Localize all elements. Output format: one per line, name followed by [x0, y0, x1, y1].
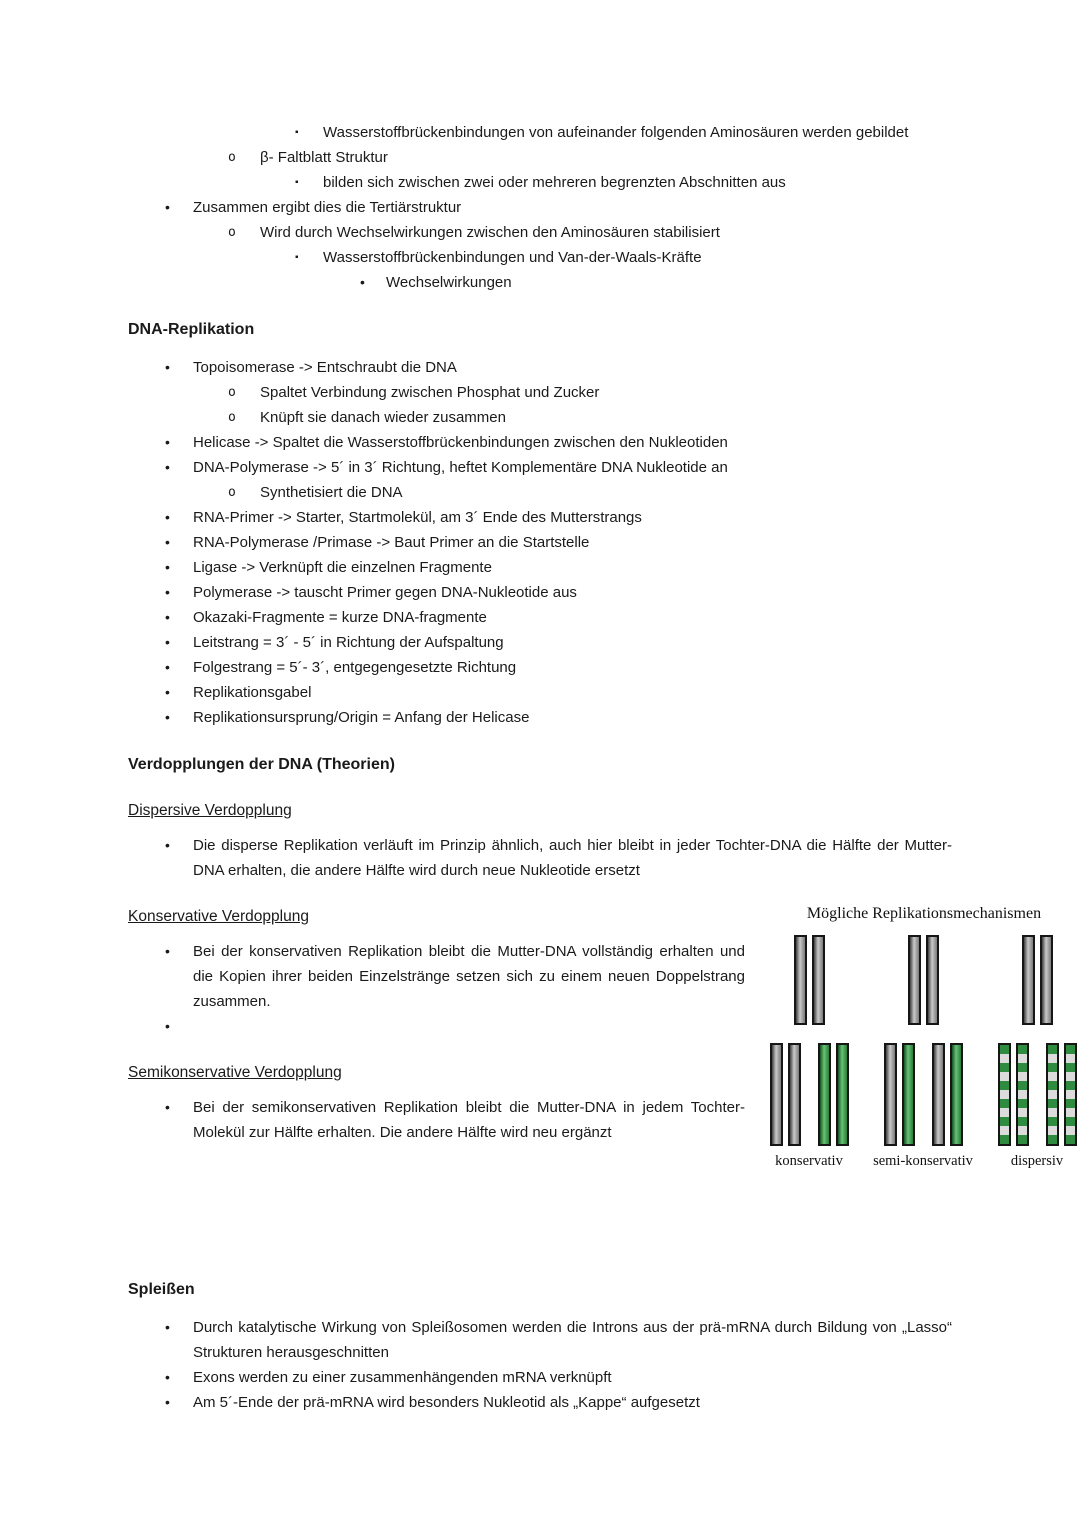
list-item-text: Bei der konservativen Replikation bleibt die Mutter-DNA vollständig erhalten und die Kopien ihrer beiden Einzelstränge setzen sich zu einem neuen Doppelstrang zusammen. — [193, 943, 745, 1010]
gray-strand-bar — [1040, 935, 1053, 1025]
figure-title: Mögliche Replikationsmechanismen — [806, 905, 1042, 922]
green-strand-bar — [902, 1043, 915, 1146]
list-item — [128, 605, 952, 630]
bullet-marker: • — [165, 634, 170, 650]
list-item — [128, 555, 952, 580]
section-heading: DNA-Replikation — [128, 321, 255, 338]
bullet-marker: • — [165, 709, 170, 725]
gray-strand-bar — [926, 935, 939, 1025]
gray-strand-bar — [812, 935, 825, 1025]
daughter-dna-pair — [770, 1043, 801, 1146]
bullet-marker: • — [165, 609, 170, 625]
green-strand-bar — [950, 1043, 963, 1146]
daughter-dna-row — [998, 1043, 1077, 1146]
list-item-text: Exons werden zu einer zusammenhängenden mRNA verknüpft — [193, 1369, 612, 1386]
list-item-text: Folgestrang = 5´- 3´, entgegengesetzte Richtung — [193, 659, 517, 676]
list-item — [128, 245, 952, 270]
bullet-marker: ▪ — [295, 127, 299, 138]
section-subheading: Semikonservative Verdopplung — [128, 1064, 342, 1081]
list-item-text: bilden sich zwischen zwei oder mehreren begrenzten Abschnitten aus — [323, 174, 786, 191]
list-item-text: RNA-Polymerase /Primase -> Baut Primer an die Startstelle — [193, 534, 590, 551]
green-strand-bar — [836, 1043, 849, 1146]
green-strand-bar — [818, 1043, 831, 1146]
bullet-marker: • — [165, 837, 170, 853]
daughter-dna-row — [884, 1043, 963, 1146]
list-item — [128, 355, 952, 380]
list-item-text: Bei der semikonservativen Replikation bleibt die Mutter-DNA in jedem Tochter-Molekül zur Hälfte erhalten. Die andere Hälfte wird neu ergänzt — [193, 1099, 745, 1141]
list-item-text: Die disperse Replikation verläuft im Prinzip ähnlich, auch hier bleibt in jeder Tochter-DNA die Hälfte der Mutter-DNA erhalten, die andere Hälfte wird durch neue Nukleotide ersetzt — [193, 837, 952, 879]
list-item — [128, 480, 952, 505]
mechanism-label: konservativ — [775, 1153, 843, 1169]
bullet-marker: • — [165, 659, 170, 675]
list-item-text: Replikationsgabel — [193, 684, 312, 701]
list-item — [128, 1390, 952, 1415]
mechanism-label: semi-konservativ — [873, 1153, 973, 1169]
list-item-text: Am 5´-Ende der prä-mRNA wird besonders Nukleotid als „Kappe“ aufgesetzt — [193, 1394, 700, 1411]
list-item — [128, 655, 952, 680]
gray-strand-bar — [908, 935, 921, 1025]
bullet-marker: • — [165, 1394, 170, 1410]
list-item — [128, 833, 952, 883]
list-item-text: Topoisomerase -> Entschraubt die DNA — [193, 359, 457, 376]
mechanism-label: dispersiv — [1010, 1153, 1064, 1169]
list-item-text: Durch katalytische Wirkung von Spleißosomen werden die Introns aus der prä-mRNA durch Bildung von „Lasso“ Strukturen herausgeschnitten — [193, 1319, 952, 1361]
list-item-text: Wasserstoffbrückenbindungen von aufeinander folgenden Aminosäuren werden gebildet — [323, 124, 909, 141]
list-item-text: Zusammen ergibt dies die Tertiärstruktur — [193, 199, 462, 216]
gray-strand-bar — [1022, 935, 1035, 1025]
bullet-marker: o — [228, 385, 236, 400]
parent-dna-pair — [1022, 935, 1053, 1025]
list-item-text: Wird durch Wechselwirkungen zwischen den Aminosäuren stabilisiert — [260, 224, 720, 241]
list-item — [128, 630, 952, 655]
section-subheading: Konservative Verdopplung — [128, 908, 309, 925]
replication-mechanisms-figure — [752, 905, 1080, 1170]
list-item — [128, 405, 952, 430]
list-item-text: Knüpft sie danach wieder zusammen — [260, 409, 506, 426]
daughter-dna-pair — [818, 1043, 849, 1146]
daughter-dna-pair — [1046, 1043, 1077, 1146]
bullet-marker: • — [165, 1018, 170, 1034]
bullet-marker: • — [165, 359, 170, 375]
bullet-marker: ▪ — [295, 177, 299, 188]
list-item-text: Okazaki-Fragmente = kurze DNA-fragmente — [193, 609, 487, 626]
bullet-marker: ▪ — [295, 252, 299, 263]
section-subheading: Dispersive Verdopplung — [128, 802, 292, 819]
section-heading: Spleißen — [128, 1281, 195, 1298]
document-body — [128, 120, 952, 1415]
striped-strand-bar — [1046, 1043, 1059, 1146]
list-item — [128, 220, 952, 245]
list-item-text: Spaltet Verbindung zwischen Phosphat und Zucker — [260, 384, 600, 401]
bullet-marker: • — [165, 199, 170, 215]
bullet-marker: • — [165, 559, 170, 575]
list-item-text: Replikationsursprung/Origin = Anfang der Helicase — [193, 709, 530, 726]
gray-strand-bar — [794, 935, 807, 1025]
bullet-marker: • — [165, 534, 170, 550]
list-item — [128, 505, 952, 530]
bullet-marker: • — [165, 584, 170, 600]
list-item-text: β- Faltblatt Struktur — [260, 149, 388, 166]
bullet-marker: • — [165, 684, 170, 700]
figure-mechanisms — [752, 935, 1080, 1170]
list-item-text: Synthetisiert die DNA — [260, 484, 403, 501]
striped-strand-bar — [1064, 1043, 1077, 1146]
list-item-text: Wechselwirkungen — [386, 274, 512, 291]
bullet-marker: • — [165, 509, 170, 525]
gray-strand-bar — [770, 1043, 783, 1146]
bullet-marker: o — [228, 410, 236, 425]
bullet-marker: • — [165, 943, 170, 959]
list-item — [128, 1365, 952, 1390]
list-item-text: Leitstrang = 3´ - 5´ in Richtung der Aufspaltung — [193, 634, 504, 651]
list-item — [128, 170, 952, 195]
list-item — [128, 145, 952, 170]
parent-dna-pair — [908, 935, 939, 1025]
striped-strand-bar — [1016, 1043, 1029, 1146]
daughter-dna-pair — [932, 1043, 963, 1146]
list-item-text: Wasserstoffbrückenbindungen und Van-der-Waals-Kräfte — [323, 249, 702, 266]
bullet-marker: • — [360, 274, 365, 290]
bullet-marker: • — [165, 1369, 170, 1385]
bullet-marker: • — [165, 1099, 170, 1115]
parent-dna-pair — [794, 935, 825, 1025]
bullet-marker: • — [165, 1319, 170, 1335]
list-item-text: Helicase -> Spaltet die Wasserstoffbrückenbindungen zwischen den Nukleotiden — [193, 434, 728, 451]
list-item — [128, 530, 952, 555]
list-item — [128, 680, 952, 705]
daughter-dna-row — [770, 1043, 849, 1146]
mechanism-semi-konservativ — [866, 935, 980, 1170]
list-item — [128, 580, 952, 605]
bullet-marker: o — [228, 225, 236, 240]
list-item-text: DNA-Polymerase -> 5´ in 3´ Richtung, heftet Komplementäre DNA Nukleotide an — [193, 459, 728, 476]
list-item — [128, 195, 952, 220]
list-item — [128, 1315, 952, 1365]
bullet-marker: o — [228, 485, 236, 500]
list-item — [128, 705, 952, 730]
bullet-marker: • — [165, 434, 170, 450]
gray-strand-bar — [932, 1043, 945, 1146]
gray-strand-bar — [788, 1043, 801, 1146]
list-item-text: Ligase -> Verknüpft die einzelnen Fragmente — [193, 559, 492, 576]
striped-strand-bar — [998, 1043, 1011, 1146]
daughter-dna-pair — [884, 1043, 915, 1146]
list-item — [128, 455, 952, 480]
gray-strand-bar — [884, 1043, 897, 1146]
list-item-text: Polymerase -> tauscht Primer gegen DNA-Nukleotide aus — [193, 584, 577, 601]
list-item — [128, 380, 952, 405]
list-item — [128, 430, 952, 455]
mechanism-konservativ — [752, 935, 866, 1170]
bullet-marker: o — [228, 150, 236, 165]
list-item — [128, 120, 952, 145]
bullet-marker: • — [165, 459, 170, 475]
daughter-dna-pair — [998, 1043, 1029, 1146]
list-item-text: RNA-Primer -> Starter, Startmolekül, am 3´ Ende des Mutterstrangs — [193, 509, 642, 526]
mechanism-dispersiv — [980, 935, 1080, 1170]
list-item — [128, 270, 952, 295]
section-heading: Verdopplungen der DNA (Theorien) — [128, 756, 395, 773]
